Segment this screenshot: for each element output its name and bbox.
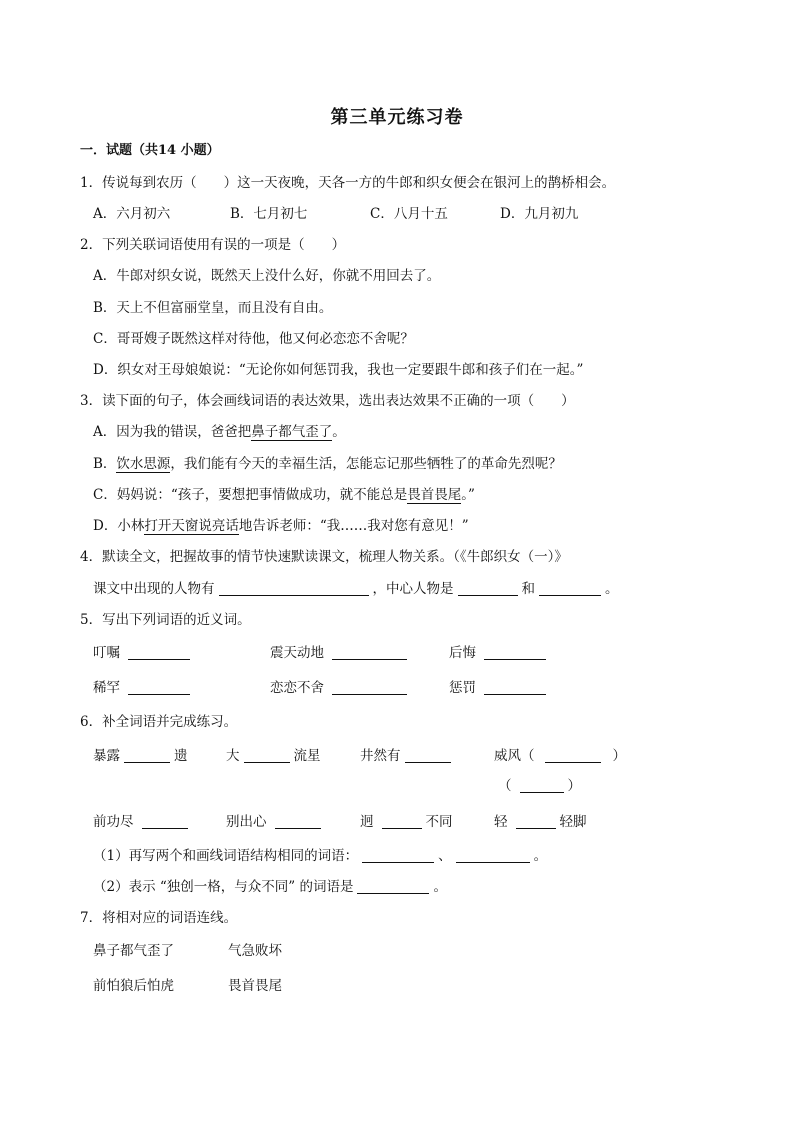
q6-item — [226, 746, 321, 766]
q3-option-c — [93, 485, 475, 505]
q7-left-item[interactable]: 鼻子都气歪了 — [93, 943, 174, 959]
q6-word: 迥 — [360, 814, 374, 830]
q6-item — [93, 812, 192, 832]
q6-word: 大 — [226, 748, 240, 764]
q1-option-a: A．六月初六 — [93, 206, 171, 222]
q6-item — [360, 812, 453, 832]
q3-option-a — [93, 422, 346, 442]
q5-word: 后悔 — [449, 645, 476, 661]
q6-blank[interactable] — [124, 748, 170, 763]
q6-sub1-period: 。 — [533, 848, 548, 864]
q6-word: 井然有 — [360, 748, 401, 764]
q3-c-text: C．妈妈说：“孩子，要想把事情做成功，就不能总是 — [93, 487, 408, 503]
q3-a-text: A．因为我的错误，爸爸把 — [93, 424, 252, 440]
q6-sub1-sep: 、 — [438, 848, 452, 864]
q5-item — [270, 678, 411, 698]
question-4-stem: 4．默读全文，把握故事的情节快速默读课文，梳理人物关系。（《牛郎织女（一）》 — [80, 549, 568, 565]
question-7-stem: 7．将相对应的词语连线。 — [80, 910, 238, 926]
q4-period: 。 — [605, 581, 619, 597]
q6-blank[interactable] — [244, 748, 290, 763]
q6-paren: ） — [612, 748, 626, 764]
q7-right-item[interactable]: 畏首畏尾 — [228, 978, 282, 994]
q3-c-end: 。” — [461, 487, 475, 503]
q6-blank[interactable] — [405, 748, 451, 763]
q6-word: 暴露 — [93, 748, 120, 764]
question-6-stem: 6．补全词语并完成练习。 — [80, 714, 238, 730]
q1-option-d: D．九月初九 — [500, 206, 579, 222]
q5-word: 叮嘱 — [93, 645, 120, 661]
q2-option-b: B．天上不但富丽堂皇，而且没有自由。 — [93, 300, 333, 316]
q6-word: 遗 — [174, 748, 188, 764]
q3-option-b — [93, 454, 562, 474]
q5-word: 惩罚 — [449, 680, 476, 696]
q6-sub2-blank[interactable] — [357, 879, 429, 894]
q5-item — [449, 678, 550, 698]
q6-word: 别出心 — [226, 814, 267, 830]
q6-paren: （ — [498, 778, 512, 794]
q6-word: 轻 — [494, 814, 508, 830]
section-heading: 一．试题（共14 小题） — [80, 143, 220, 158]
q6-word: 前功尽 — [93, 814, 134, 830]
q5-blank[interactable] — [128, 645, 190, 660]
q4-label-and: 和 — [521, 581, 535, 597]
q6-word: 流星 — [293, 748, 321, 764]
q5-item — [449, 643, 550, 663]
q1-option-c: C．八月十五 — [370, 206, 448, 222]
q6-item — [226, 812, 325, 832]
q4-blank-center-1[interactable] — [458, 581, 518, 596]
q5-word: 稀罕 — [93, 680, 120, 696]
q3-b-text: B． — [93, 456, 117, 472]
q3-d-end: 地告诉老师：“我……我对您有意见！” — [238, 518, 469, 534]
q5-blank[interactable] — [128, 680, 190, 695]
q6-word: 不同 — [425, 814, 453, 830]
q3-d-underlined: 打开天窗说亮话 — [144, 518, 239, 534]
q3-a-underlined: 鼻子都气歪了 — [251, 424, 333, 440]
q4-label-characters: 课文中出现的人物有 — [93, 581, 215, 597]
q6-sub1-text: （1）再写两个和画线词语结构相同的词语： — [93, 848, 359, 864]
q5-item — [270, 643, 411, 663]
q5-blank[interactable] — [332, 680, 407, 695]
q2-option-c: C．哥哥嫂子既然这样对待他，他又何必恋恋不舍呢？ — [93, 331, 414, 347]
q4-blank-characters[interactable] — [219, 581, 369, 596]
q2-option-a: A．牛郎对织女说，既然天上没什么好，你就不用回去了。 — [93, 268, 441, 284]
q4-answer-line — [93, 579, 619, 599]
q6-word: 威风（ — [494, 748, 535, 764]
q6-blank[interactable] — [142, 814, 188, 829]
page-title: 第三单元练习卷 — [330, 107, 464, 128]
q6-sub1-blank-1[interactable] — [362, 848, 434, 863]
q6-blank[interactable] — [516, 814, 556, 829]
q3-a-end: 。 — [332, 424, 346, 440]
q6-item — [494, 746, 626, 766]
q5-blank[interactable] — [484, 680, 546, 695]
question-2-stem: 2．下列关联词语使用有误的一项是（ ） — [80, 237, 346, 253]
q1-option-b: B．七月初七 — [230, 206, 308, 222]
q6-item — [360, 746, 455, 766]
q6-sub2-text: （2）表示 “独创一格，与众不同” 的词语是 — [93, 879, 354, 895]
question-3-stem: 3．读下面的句子，体会画线词语的表达效果，选出表达效果不正确的一项（ ） — [80, 393, 575, 409]
q5-blank[interactable] — [332, 645, 407, 660]
q6-word: 轻脚 — [559, 814, 587, 830]
q3-d-text: D．小林 — [93, 518, 145, 534]
q6-blank[interactable] — [382, 814, 422, 829]
q5-item — [93, 643, 194, 663]
q5-item — [93, 678, 194, 698]
q5-blank[interactable] — [484, 645, 546, 660]
q7-right-item[interactable]: 气急败坏 — [228, 943, 282, 959]
q3-option-d — [93, 516, 469, 536]
q6-item — [498, 776, 581, 796]
q7-left-item[interactable]: 前怕狼后怕虎 — [93, 978, 174, 994]
q6-sub2-period: 。 — [433, 879, 447, 895]
q6-item — [93, 746, 188, 766]
q6-paren: ） — [567, 778, 581, 794]
q6-subquestion-1 — [93, 846, 547, 866]
q6-blank[interactable] — [275, 814, 321, 829]
q6-item — [494, 812, 587, 832]
q5-word: 震天动地 — [270, 645, 324, 661]
q2-option-d: D．织女对王母娘娘说：“无论你如何惩罚我，我也一定要跟牛郎和孩子们在一起。” — [93, 362, 584, 378]
q4-blank-center-2[interactable] — [539, 581, 601, 596]
q5-word: 恋恋不舍 — [270, 680, 324, 696]
q3-c-underlined: 畏首畏尾 — [407, 487, 462, 503]
question-1-stem: 1．传说每到农历（ ）这一天夜晚，天各一方的牛郎和织女便会在银河上的鹊桥相会。 — [80, 175, 616, 191]
q3-b-underlined: 饮水思源 — [116, 456, 171, 472]
q4-label-center: ，中心人物是 — [372, 581, 454, 597]
q6-blank[interactable] — [545, 748, 601, 763]
q6-sub1-blank-2[interactable] — [456, 848, 530, 863]
question-5-stem: 5．写出下列词语的近义词。 — [80, 612, 251, 628]
q6-subquestion-2 — [93, 877, 447, 897]
q6-blank[interactable] — [520, 778, 564, 793]
q3-b-end: ，我们能有今天的幸福生活，怎能忘记那些牺牲了的革命先烈呢？ — [170, 456, 562, 472]
